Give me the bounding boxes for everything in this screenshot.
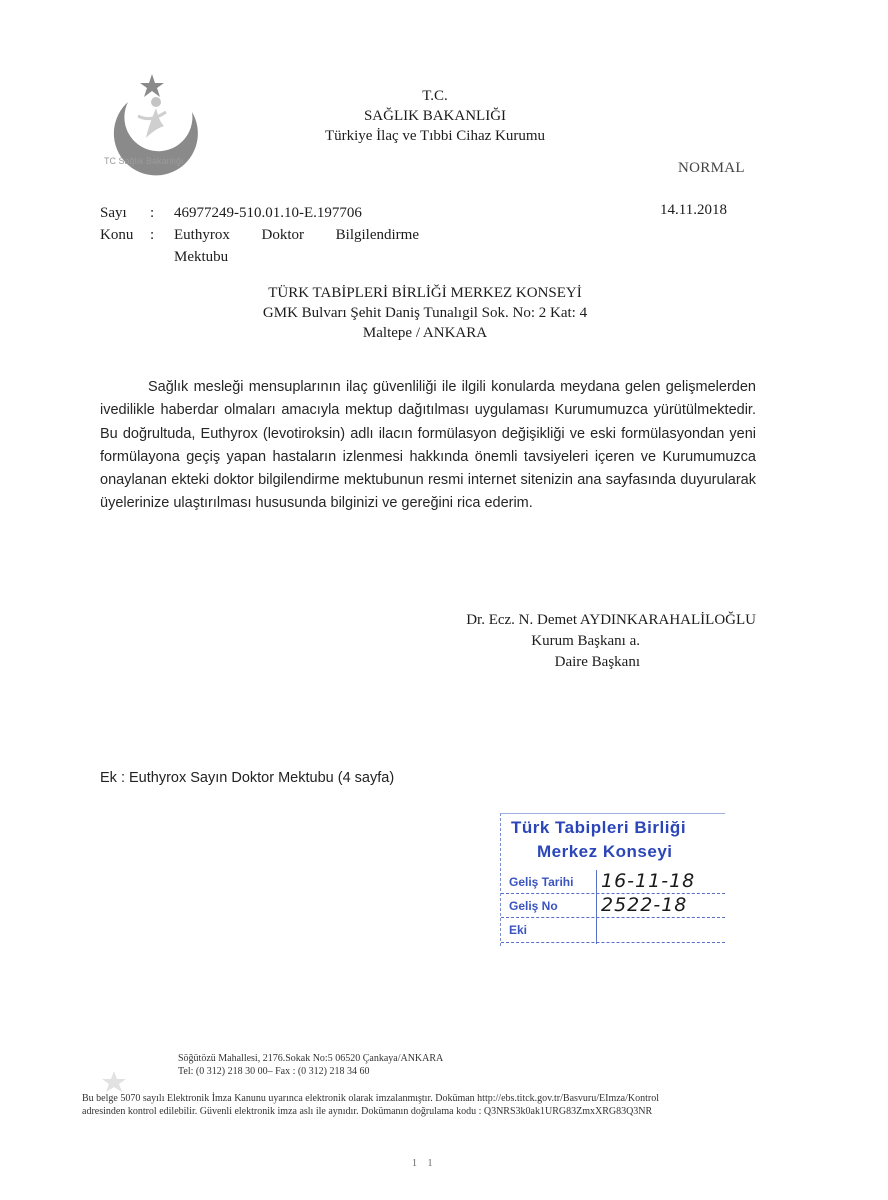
- signatory-title: Kurum Başkanı a.: [531, 633, 640, 649]
- recipient-name: TÜRK TABİPLERİ BİRLİĞİ MERKEZ KONSEYİ: [268, 285, 582, 301]
- konu-row: [100, 224, 419, 246]
- body-paragraph: Sağlık mesleği mensuplarının ilaç güvenliliği ile ilgili konularda meydana gelen gelişmelerden ivedilikle haberdar olmaları amacıyla mektup dağıtılması uygulaması Kurumumuzca yürütülmektedir. Bu doğrultuda, Euthyrox (levotiroksin) adlı ilacın formülasyon değişikliği ve eski formülasyondan yeni formülayona geçiş yapan hastaların izlenmesi hakkında önemli tavsiyeleri içeren ve Kurumumuzca onaylanan ekteki doktor bilgilendirme mektubunun resmi internet sitenizin ana sayfasında duyurularak üyelerinize ulaştırılması hususunda bilginizi ve gereğini rica ederim.: [100, 379, 756, 512]
- footer-star-icon: [100, 1070, 128, 1094]
- stamp-ek-label: Eki: [509, 923, 528, 937]
- stamp-org-line2: Merkez Konseyi: [537, 842, 673, 861]
- stamp-number-label: Geliş No: [509, 899, 558, 913]
- esign-line-1: Bu belge 5070 sayılı Elektronik İmza Kanunu uyarınca elektronik olarak imzalanmıştır. Doküman http://ebs.titck.gov.tr/Basvuru/EImza/Kontrol: [82, 1093, 659, 1104]
- konu-row-2: [100, 246, 419, 268]
- sayi-label: Sayı: [100, 205, 127, 221]
- page-mark: 1 1: [412, 1158, 437, 1169]
- logo-caption: TC Sağlık Bakanlığı: [104, 156, 184, 166]
- attachment-note: Ek : Euthyrox Sayın Doktor Mektubu (4 sayfa): [100, 770, 395, 786]
- stamp-date-label: Geliş Tarihi: [509, 875, 574, 889]
- sayi-row: [100, 202, 419, 224]
- footer-address-block: [178, 1052, 443, 1078]
- sayi-colon: :: [150, 205, 155, 221]
- recipient-city: Maltepe / ANKARA: [362, 325, 488, 341]
- stamp-number-value: 2522-18: [601, 894, 688, 916]
- stamp-date-value: 16-11-18: [601, 870, 696, 892]
- letterhead: [260, 86, 610, 146]
- stamp-org-line1: Türk Tabipleri Birliği: [511, 818, 687, 837]
- recipient-block: [200, 283, 650, 343]
- konu-colon: :: [150, 227, 155, 243]
- received-stamp: [500, 813, 725, 946]
- footer-contact: Tel: (0 312) 218 30 00– Fax : (0 312) 218 34 60: [178, 1066, 370, 1077]
- footer-address: Söğütözü Mahallesi, 2176.Sokak No:5 06520 Çankaya/ANKARA: [178, 1053, 444, 1064]
- signatory-name: Dr. Ecz. N. Demet AYDINKARAHALİLOĞLU: [466, 612, 756, 628]
- letter-body: [100, 376, 756, 516]
- header-tc: T.C.: [422, 88, 448, 104]
- konu-value-line1: Euthyrox Doktor Bilgilendirme: [174, 227, 419, 243]
- signature-block: [400, 610, 756, 673]
- document-date: 14.11.2018: [660, 202, 727, 218]
- ministry-of-health-crescent-star-icon: [108, 72, 220, 192]
- header-ministry: SAĞLIK BAKANLIĞI: [363, 108, 507, 124]
- header-agency: Türkiye İlaç ve Tıbbi Cihaz Kurumu: [324, 128, 546, 144]
- ministry-logo: [104, 72, 220, 192]
- signatory-department: Daire Başkanı: [554, 654, 640, 670]
- esign-notice: [82, 1092, 762, 1118]
- classification-label: NORMAL: [678, 160, 745, 176]
- konu-label: Konu: [100, 227, 134, 243]
- document-meta: [100, 202, 419, 268]
- recipient-address: GMK Bulvarı Şehit Daniş Tunalıgil Sok. No: 2 Kat: 4: [262, 305, 588, 321]
- esign-line-2: adresinden kontrol edilebilir. Güvenli elektronik imza aslı ile aynıdır. Dokümanın doğrulama kodu : Q3NRS3k0ak1URG83ZmxXRG83Q3NR: [82, 1106, 653, 1117]
- sayi-value: 46977249-510.01.10-E.197706: [174, 205, 362, 221]
- konu-value-line2: Mektubu: [174, 249, 229, 265]
- stamp-grid: [501, 870, 725, 944]
